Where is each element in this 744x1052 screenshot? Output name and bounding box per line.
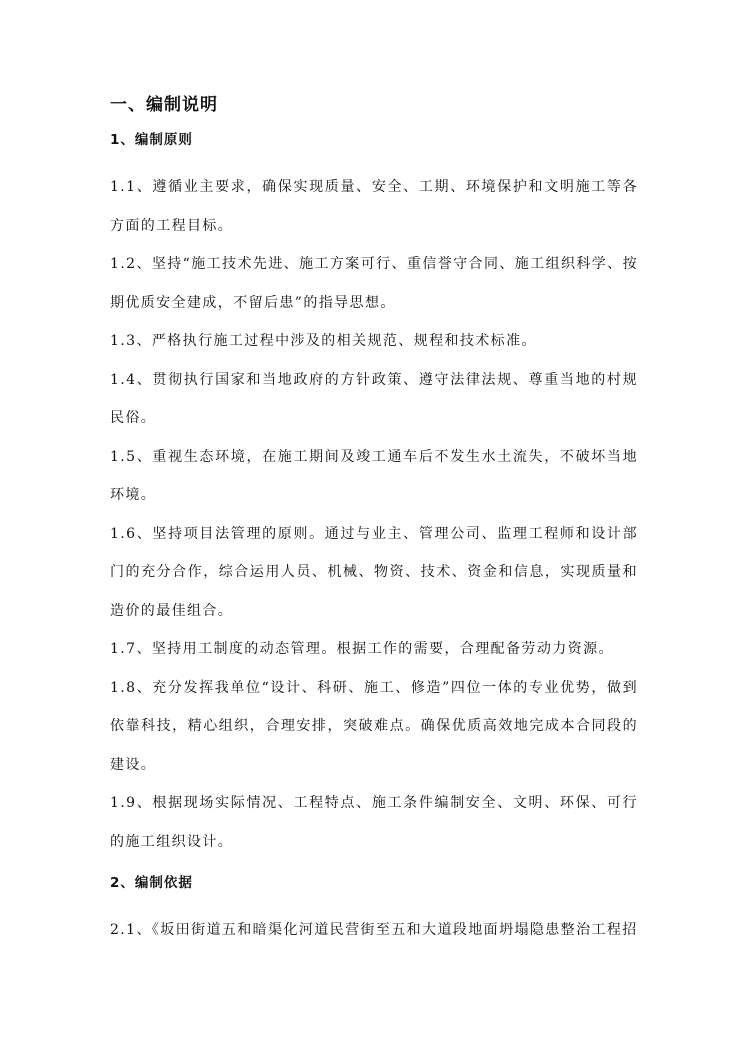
paragraph-1-2: 1.2、坚持“施工技术先进、施工方案可行、重信誉守合同、施工组织科学、按期优质安全建成，不留后患”的指导思想。 [110,256,638,311]
paragraph-1-8: 1.8、充分发挥我单位“设计、科研、施工、修造”四位一体的专业优势，做到依靠科技，精心组织，合理安排，突破难点。确保优质高效地完成本合同段的建设。 [110,679,638,773]
paragraph-1-6: 1.6、坚持项目法管理的原则。通过与业主、管理公司、监理工程师和设计部门的充分合作，综合运用人员、机械、物资、技术、资金和信息，实现质量和造价的最佳组合。 [110,525,638,619]
paragraph-1-3: 1.3、严格执行施工过程中涉及的相关规范、规程和技术标准。 [110,333,537,349]
paragraph-1-5: 1.5、重视生态环境，在施工期间及竣工通车后不发生水土流失，不破坏当地环境。 [110,448,638,503]
paragraph-1-1: 1.1、遵循业主要求，确保实现质量、安全、工期、环境保护和文明施工等各方面的工程目标。 [110,179,638,234]
section-title-basis: 2、编制依据 [110,875,193,891]
paragraph-1-9: 1.9、根据现场实际情况、工程特点、施工条件编制安全、文明、环保、可行的施工组织设计。 [110,795,638,850]
paragraph-1-4: 1.4、贯彻执行国家和当地政府的方针政策、遵守法律法规、尊重当地的村规民俗。 [110,371,638,426]
chapter-heading: 一、编制说明 [110,95,218,115]
document-content [110,92,638,950]
paragraph-1-7: 1.7、坚持用工制度的动态管理。根据工作的需要，合理配备劳动力资源。 [110,641,614,657]
paragraph-2-1: 2.1、《坂田街道五和暗渠化河道民营街至五和大道段地面坍塌隐患整治工程招 [110,922,638,938]
section-title-principles: 1、编制原则 [110,132,193,148]
